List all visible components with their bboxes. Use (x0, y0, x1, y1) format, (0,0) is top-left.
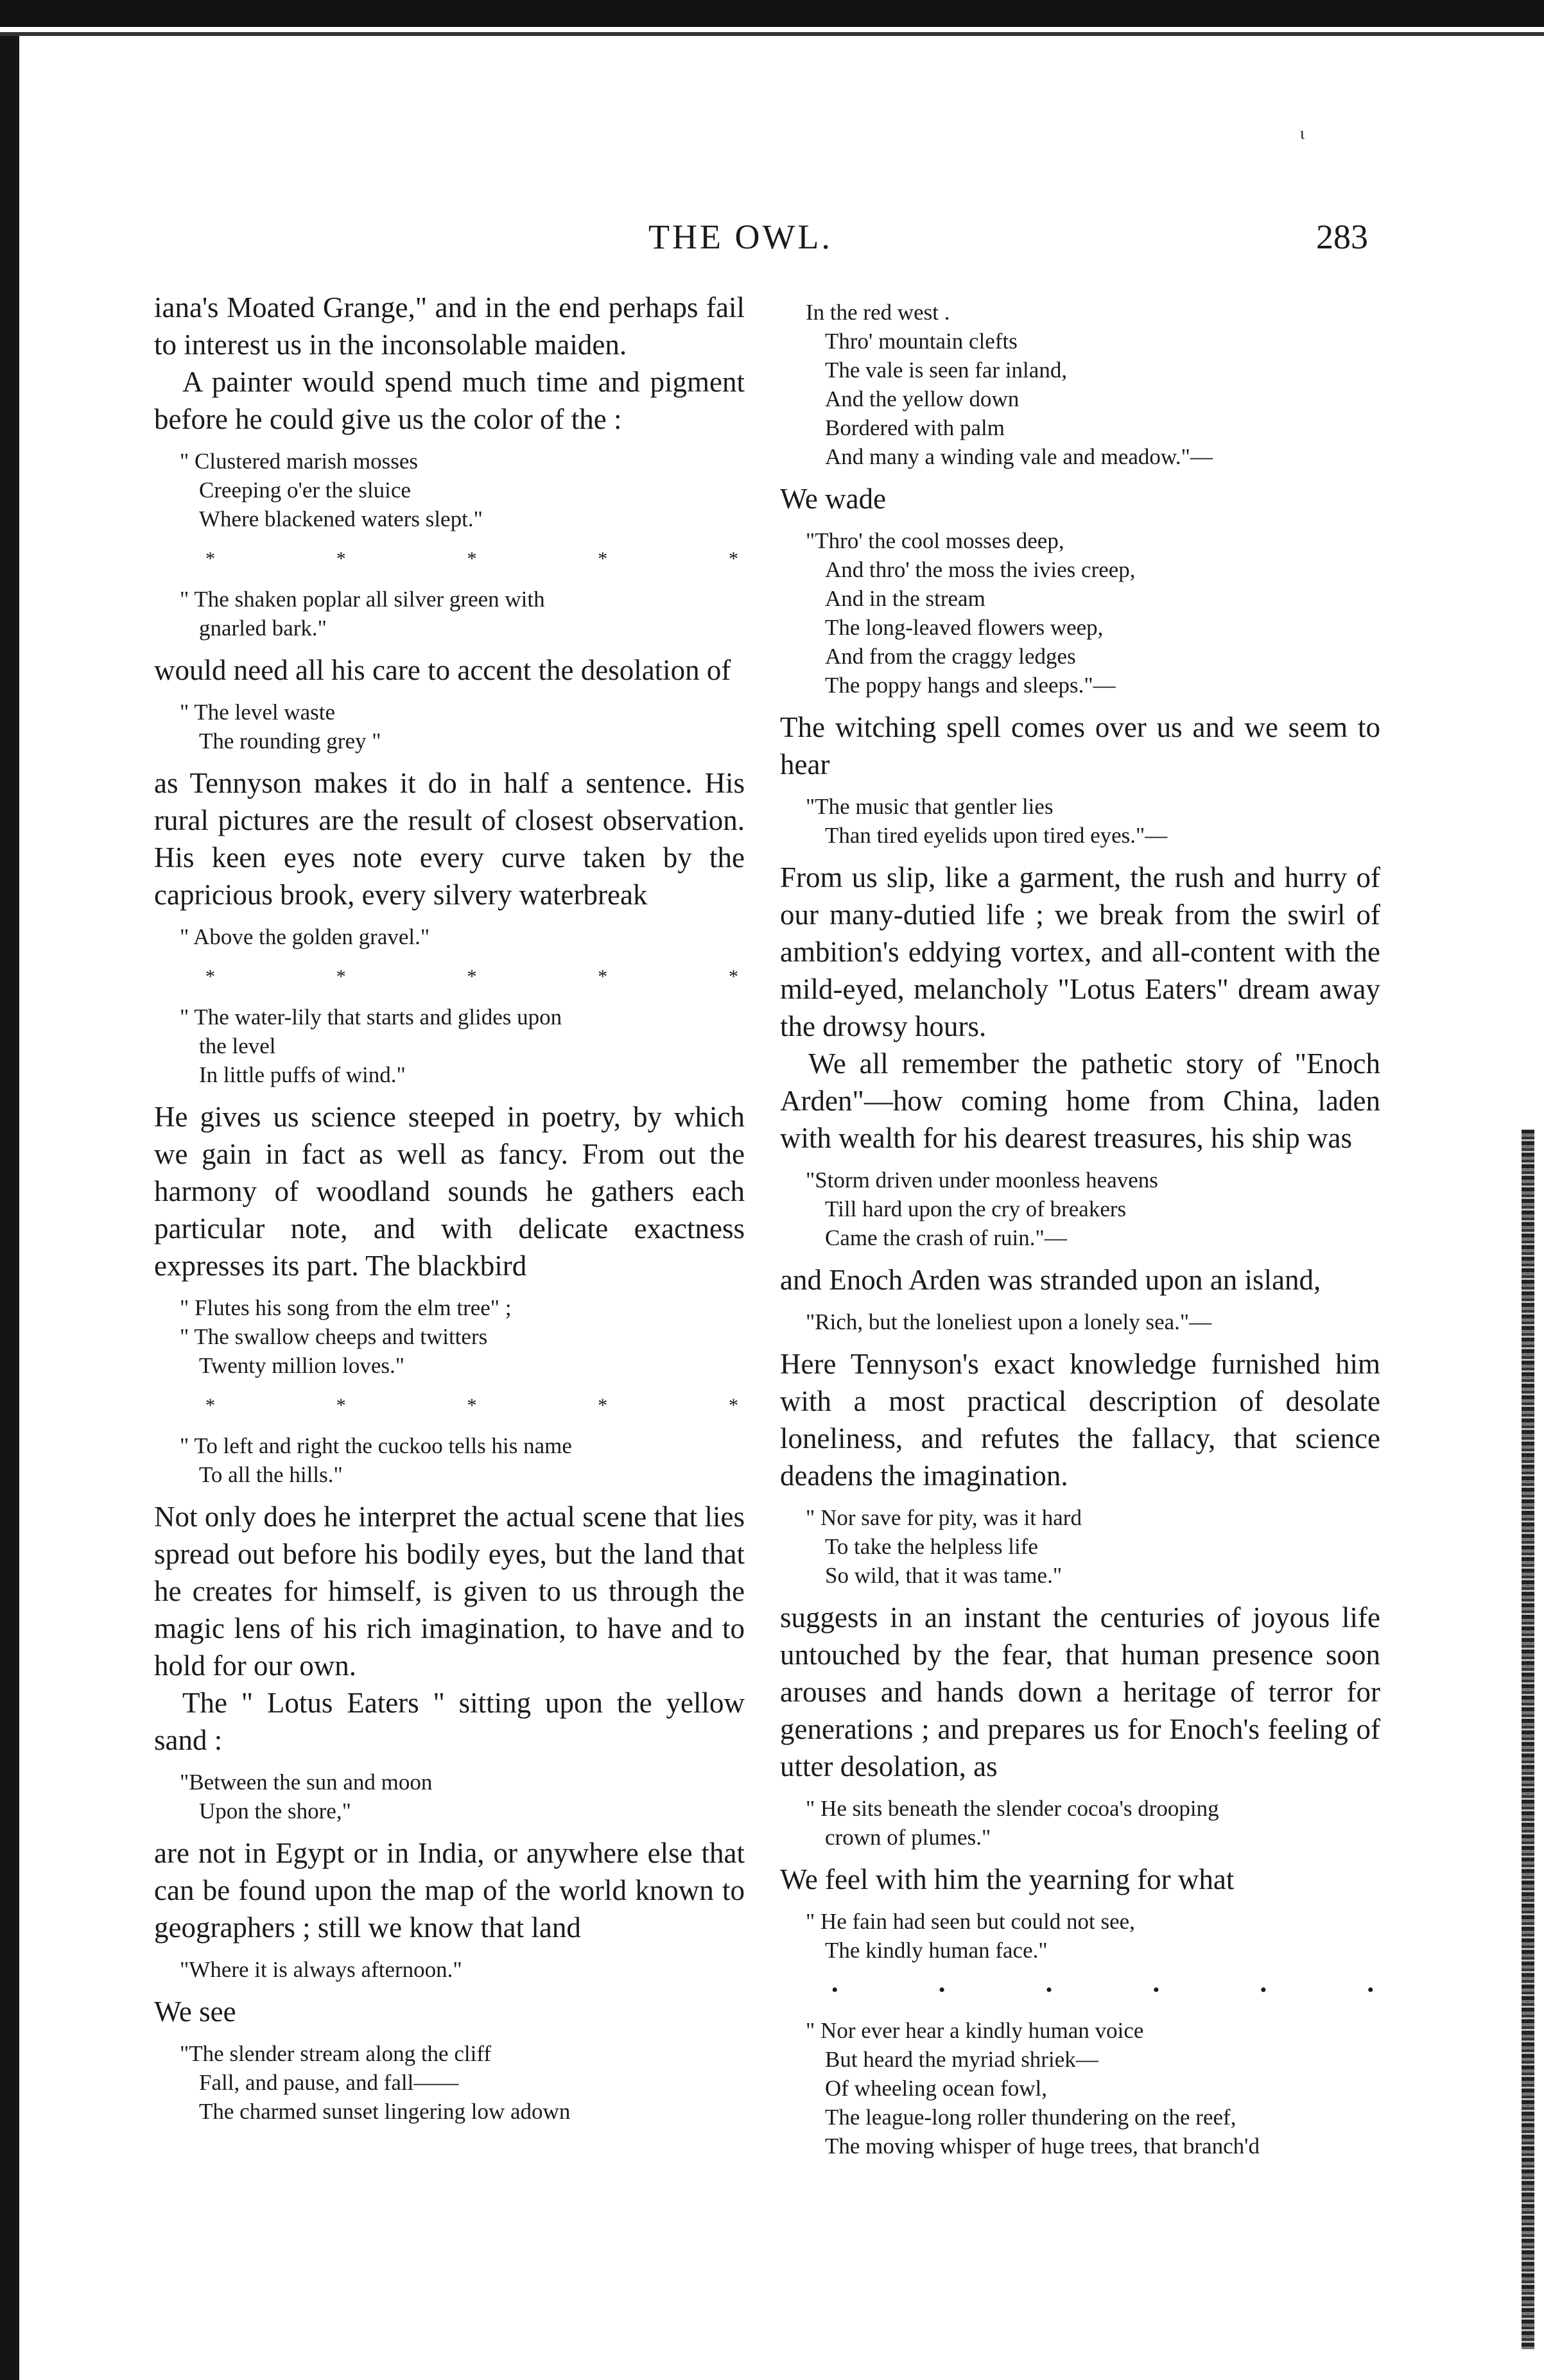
prose-paragraph: We wade (780, 483, 887, 515)
scan-rule-top (0, 32, 1544, 36)
verse-line: " The level waste (180, 700, 336, 725)
verse-line: In the red west . (806, 300, 950, 325)
ornament-mark: • (938, 1979, 946, 2001)
verse-quotation (780, 526, 1380, 700)
verse-line: Of wheeling ocean fowl, (825, 2076, 1047, 2101)
ornament-mark: • (1045, 1979, 1053, 2001)
verse-line: The vale is seen far inland, (825, 358, 1068, 383)
verse-line: "The slender stream along the cliff (180, 2041, 491, 2066)
left-column (154, 289, 745, 2135)
scan-edge-right (1522, 1130, 1534, 2349)
ornament-mark: * (467, 966, 477, 987)
ornament-mark: * (729, 966, 738, 987)
ornament-mark: * (729, 1395, 738, 1416)
ornament-row (831, 1978, 1374, 2003)
verse-quotation (780, 2016, 1380, 2160)
prose-paragraph: suggests in an instant the centuries of joyous life untouched by the fear, that human presence soon arouses and hands down a heritage of terror for generations ; and prepares us for Enoch's feeling of utter desolation, as (780, 1601, 1380, 1782)
verse-line: And thro' the moss the ivies creep, (825, 557, 1136, 582)
ornament-mark: * (336, 966, 346, 987)
verse-line: "The music that gentler lies (806, 794, 1054, 819)
verse-line: The kindly human face." (825, 1938, 1048, 1963)
ornament-mark: • (1367, 1979, 1374, 2001)
ornament-mark: • (1152, 1979, 1160, 2001)
prose-paragraph: as Tennyson makes it do in half a sentence. His rural pictures are the result of closest observation. His keen eyes note every curve taken by the capricious brook, every silvery waterbreak (154, 767, 745, 911)
verse-quotation (154, 1293, 745, 1380)
verse-line: Twenty million loves." (199, 1353, 405, 1378)
verse-line: the level (199, 1033, 276, 1058)
verse-quotation (154, 1768, 745, 1825)
prose-paragraph: The " Lotus Eaters " sitting upon the yellow sand : (154, 1687, 745, 1756)
prose-paragraph: are not in Egypt or in India, or anywhere else that can be found upon the map of the world known to geographers ; still we know that land (154, 1837, 745, 1944)
verse-line: " The swallow cheeps and twitters (180, 1324, 488, 1349)
verse-line: Fall, and pause, and fall—— (199, 2070, 459, 2095)
verse-line: Upon the shore," (199, 1798, 351, 1824)
verse-quotation (780, 792, 1380, 850)
verse-line: And from the craggy ledges (825, 644, 1076, 669)
prose-paragraph: From us slip, like a garment, the rush and hurry of our many-dutied life ; we break from the swirl of ambition's eddying vortex, and all-content with the mild-eyed, melancholy "Lotus Eaters" dream away the drowsy hours. (780, 861, 1380, 1042)
prose-paragraph: iana's Moated Grange," and in the end perhaps fail to interest us in the inconsolable maiden. (154, 291, 745, 361)
verse-line: " He fain had seen but could not see, (806, 1909, 1135, 1934)
verse-line: And in the stream (825, 586, 985, 611)
verse-line: Bordered with palm (825, 415, 1005, 440)
verse-quotation (154, 2039, 745, 2126)
verse-line: " Flutes his song from the elm tree" ; (180, 1295, 512, 1320)
ornament-mark: * (598, 966, 608, 987)
verse-quotation (780, 1166, 1380, 1252)
verse-line: In little puffs of wind." (199, 1062, 406, 1087)
verse-line: " To left and right the cuckoo tells his name (180, 1433, 572, 1458)
ornament-mark: * (467, 1395, 477, 1416)
verse-line: Thro' mountain clefts (825, 329, 1018, 354)
verse-quotation (154, 585, 745, 642)
verse-quotation (154, 447, 745, 533)
prose-paragraph: A painter would spend much time and pigment before he could give us the color of the : (154, 366, 745, 435)
verse-line: gnarled bark." (199, 616, 327, 641)
verse-quotation (154, 922, 745, 951)
prose-paragraph: and Enoch Arden was stranded upon an island, (780, 1264, 1321, 1296)
verse-quotation (154, 698, 745, 755)
verse-quotation (780, 1307, 1380, 1336)
prose-paragraph: Here Tennyson's exact knowledge furnished him with a most practical description of desolate loneliness, and refutes the fallacy, that science deadens the imagination. (780, 1348, 1380, 1492)
verse-line: And the yellow down (825, 386, 1019, 411)
verse-line: The charmed sunset lingering low adown (199, 2099, 571, 2124)
ornament-row (205, 1393, 738, 1419)
prose-paragraph: He gives us science steeped in poetry, by which we gain in fact as well as fancy. From out the harmony of woodland sounds he gathers each particular note, and with delicate exactness expresses its part. The blackbird (154, 1101, 745, 1282)
ornament-row (205, 546, 738, 572)
verse-line: The rounding grey " (199, 729, 381, 754)
ornament-mark: * (598, 548, 608, 569)
ornament-mark: * (467, 548, 477, 569)
ornament-row (205, 964, 738, 990)
print-speck: ι (1300, 124, 1305, 142)
verse-line: "Between the sun and moon (180, 1770, 433, 1795)
verse-line: " The shaken poplar all silver green with (180, 587, 545, 612)
verse-quotation (154, 1431, 745, 1489)
prose-paragraph: would need all his care to accent the desolation of (154, 654, 731, 686)
verse-line: " Nor save for pity, was it hard (806, 1505, 1082, 1530)
verse-line: But heard the myriad shriek— (825, 2047, 1098, 2072)
verse-line: So wild, that it was tame." (825, 1563, 1063, 1588)
verse-line: crown of plumes." (825, 1825, 991, 1850)
ornament-mark: * (205, 548, 215, 569)
running-head: THE OWL. (648, 218, 833, 256)
ornament-mark: * (336, 1395, 346, 1416)
verse-line: Came the crash of ruin."— (825, 1225, 1067, 1250)
page-number: 283 (1316, 218, 1368, 256)
verse-quotation (154, 1003, 745, 1089)
verse-line: Till hard upon the cry of breakers (825, 1196, 1127, 1221)
verse-line: " The water-lily that starts and glides upon (180, 1005, 562, 1030)
prose-paragraph: We all remember the pathetic story of "Enoch Arden"—how coming home from China, laden with wealth for his dearest treasures, his ship was (780, 1048, 1380, 1154)
verse-line: "Thro' the cool mosses deep, (806, 528, 1064, 553)
verse-quotation (780, 1503, 1380, 1590)
prose-paragraph: Not only does he interpret the actual scene that lies spread out before his bodily eyes, but the land that he creates for himself, is given to us through the magic lens of his rich imagination, to have and to hold for our own. (154, 1501, 745, 1682)
verse-line: The poppy hangs and sleeps."— (825, 673, 1116, 698)
verse-line: To take the helpless life (825, 1534, 1038, 1559)
ornament-mark: • (1260, 1979, 1267, 2001)
verse-quotation (780, 298, 1380, 471)
verse-line: Than tired eyelids upon tired eyes."— (825, 823, 1168, 848)
ornament-mark: * (729, 548, 738, 569)
verse-line: " He sits beneath the slender cocoa's drooping (806, 1796, 1219, 1821)
ornament-mark: • (831, 1979, 838, 2001)
verse-line: " Above the golden gravel." (180, 924, 430, 949)
verse-quotation (780, 1907, 1380, 1965)
ornament-mark: * (205, 1395, 215, 1416)
verse-line: "Storm driven under moonless heavens (806, 1168, 1158, 1193)
verse-line: The league-long roller thundering on the reef, (825, 2105, 1236, 2130)
verse-line: To all the hills." (199, 1462, 343, 1487)
verse-quotation (154, 1955, 745, 1984)
verse-line: The long-leaved flowers weep, (825, 615, 1104, 640)
verse-line: " Clustered marish mosses (180, 449, 419, 474)
verse-line: "Rich, but the loneliest upon a lonely sea."— (806, 1309, 1212, 1334)
verse-line: Creeping o'er the sluice (199, 478, 411, 503)
prose-paragraph: The witching spell comes over us and we seem to hear (780, 711, 1380, 780)
right-column (780, 289, 1380, 2169)
scan-border-top (0, 0, 1544, 27)
ornament-mark: * (598, 1395, 608, 1416)
verse-line: " Nor ever hear a kindly human voice (806, 2018, 1144, 2043)
verse-quotation (780, 1794, 1380, 1852)
verse-line: "Where it is always afternoon." (180, 1957, 462, 1982)
verse-line: And many a winding vale and meadow."— (825, 444, 1213, 469)
scan-border-left (0, 36, 19, 2380)
prose-paragraph: We feel with him the yearning for what (780, 1863, 1235, 1895)
verse-line: The moving whisper of huge trees, that branch'd (825, 2134, 1260, 2159)
ornament-mark: * (336, 548, 346, 569)
ornament-mark: * (205, 966, 215, 987)
prose-paragraph: We see (154, 1996, 236, 2028)
verse-line: Where blackened waters slept." (199, 506, 483, 531)
